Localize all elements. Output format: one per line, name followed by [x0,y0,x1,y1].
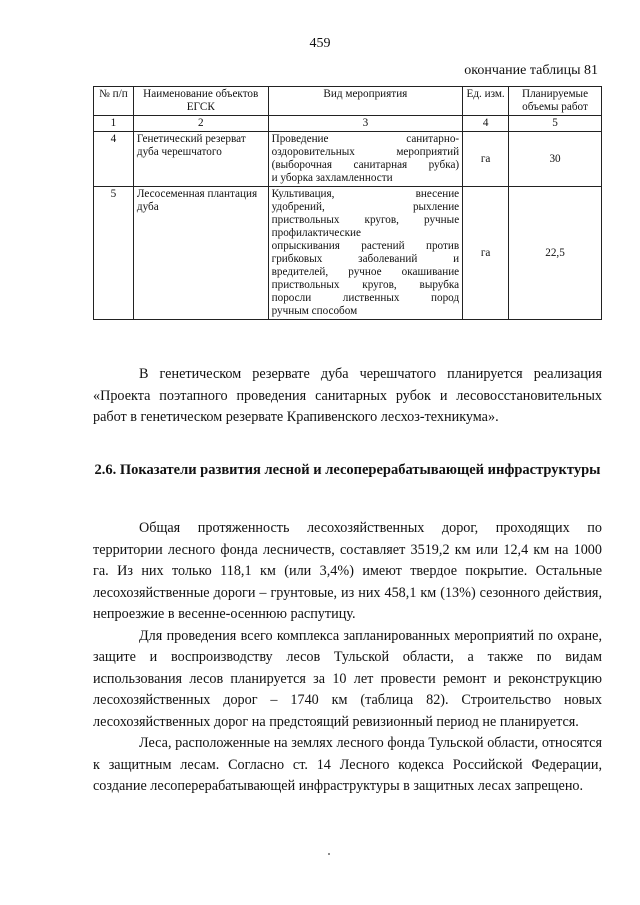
row-activity [268,132,463,187]
table-header-row [94,87,602,116]
table-caption: окончание таблицы 81 [464,63,598,78]
activity-line: приствольных кругов, ручные [271,214,460,226]
table-row [94,187,602,320]
page-number: 459 [309,36,331,51]
row-unit: га [463,187,509,320]
header-num: № п/п [94,87,134,116]
activity-line: приствольных кругов, вырубка [271,279,460,291]
activity-line: удобрений, рыхление [271,201,460,213]
row-volume: 22,5 [509,187,602,320]
paragraph-roads: Общая протяженность лесохозяйственных дорог, проходящих по территории лесного фонда лесничеств, составляет 3519,2 км или 12,4 км на 1000 га. Из них только 118,1 км (или 3,4%) имеют твердое покрытие. Остальные лесохозяйственные дороги – грунтовые, из них 458,1 км (13%) сезонного действия, непроезжие в весенне-осеннюю распутицу. [93,520,602,622]
activity-line: опрыскивания растений против [271,240,460,252]
header-activity: Вид мероприятия [268,87,463,116]
col-index: 5 [509,116,602,132]
activity-line: оздоровительных мероприятий [271,146,460,158]
activity-line: ручным способом [271,305,358,317]
activity-line: вредителей, ручное окашивание [271,266,460,278]
activity-line: (выборочная санитарная рубка) [271,159,460,171]
row-activity [268,187,463,320]
row-object: Лесосеменная плантация дуба [133,187,268,320]
activity-line: профилактические [271,227,361,239]
activity-line: поросли лиственных пород [271,292,460,304]
col-index: 3 [268,116,463,132]
col-index: 4 [463,116,509,132]
row-num: 4 [94,132,134,187]
row-object: Генетический резерват дуба черешчатого [133,132,268,187]
activity-line: Культивация, внесение [271,188,460,200]
table-row [94,132,602,187]
header-object: Наименование объектов ЕГСК [133,87,268,116]
column-index-row [94,116,602,132]
activity-line: Проведение санитарно- [271,133,460,145]
header-volume: Планируемые объемы работ [509,87,602,116]
activities-table [93,86,602,320]
section-heading: 2.6. Показатели развития лесной и лесоперерабатывающей инфраструктуры [94,462,601,478]
row-num: 5 [94,187,134,320]
row-unit: га [463,132,509,187]
paragraph-protective-forests: Леса, расположенные на землях лесного фонда Тульской области, относятся к защитным лесам. Согласно ст. 14 Лесного кодекса Российской Федерации, создание лесоперерабатывающей инфраструктуры в защитных лесах запрещено. [93,735,602,794]
body-paragraphs [93,518,602,798]
col-index: 1 [94,116,134,132]
activity-line: грибковых заболеваний и [271,253,460,265]
row-volume: 30 [509,132,602,187]
paragraph-genetic-reserve [93,364,602,429]
paragraph-text: В генетическом резервате дуба черешчатого планируется реализация «Проекта поэтапного проведения санитарных рубок и лесовосстановительных работ в генетическом резервате Крапивенского лесхоз-техникума». [93,366,602,425]
header-unit: Ед. изм. [463,87,509,116]
col-index: 2 [133,116,268,132]
scan-speck [328,853,330,855]
paragraph-repair: Для проведения всего комплекса запланированных мероприятий по охране, защите и воспроизводству лесов Тульской области, а также по видам использования лесов планируется за 10 лет провести ремонт и реконструкцию лесохозяйственных дорог – 1740 км (таблица 82). Строительство новых лесохозяйственных дорог на предстоящий ревизионный период не планируется. [93,627,602,730]
activity-line: и уборка захламленности [271,172,393,184]
